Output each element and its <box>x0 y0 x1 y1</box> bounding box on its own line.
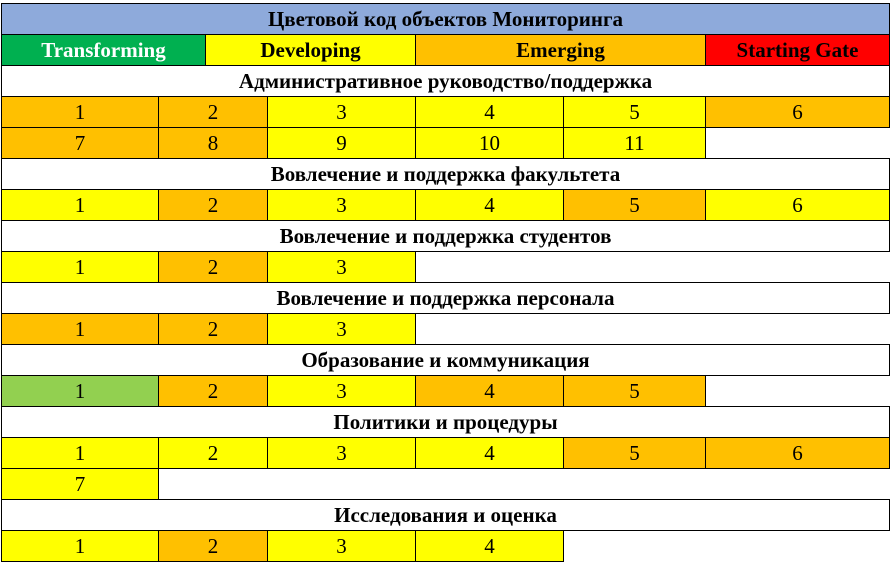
legend-starting-gate: Starting Gate <box>705 34 890 66</box>
objective-cell: 4 <box>415 189 564 221</box>
objective-cell: 2 <box>158 530 268 562</box>
objective-cell: 3 <box>267 189 416 221</box>
objective-cell: 7 <box>1 127 159 159</box>
objective-cell: 1 <box>1 189 159 221</box>
objective-cell: 1 <box>1 437 159 469</box>
objective-cell: 5 <box>563 437 706 469</box>
objective-cell: 11 <box>563 127 706 159</box>
objective-cell: 3 <box>267 437 416 469</box>
section-heading: Вовлечение и поддержка факультета <box>1 158 890 190</box>
section-heading: Политики и процедуры <box>1 406 890 438</box>
section-heading: Вовлечение и поддержка студентов <box>1 220 890 252</box>
objective-cell: 2 <box>158 313 268 345</box>
objective-cell: 3 <box>267 530 416 562</box>
objective-cell: 2 <box>158 189 268 221</box>
objective-cell: 2 <box>158 96 268 128</box>
objective-cell: 5 <box>563 375 706 407</box>
objective-cell: 7 <box>1 468 159 500</box>
objective-cell: 1 <box>1 96 159 128</box>
legend-transforming: Transforming <box>1 34 206 66</box>
objective-cell: 1 <box>1 375 159 407</box>
objective-cell: 2 <box>158 375 268 407</box>
objective-cell: 1 <box>1 530 159 562</box>
objective-cell: 6 <box>705 189 890 221</box>
objective-cell: 2 <box>158 437 268 469</box>
objective-cell: 10 <box>415 127 564 159</box>
objective-cell: 5 <box>563 189 706 221</box>
section-heading: Административное руководство/поддержка <box>1 65 890 97</box>
section-heading: Исследования и оценка <box>1 499 890 531</box>
objective-cell: 1 <box>1 251 159 283</box>
objective-cell: 8 <box>158 127 268 159</box>
objective-cell: 6 <box>705 437 890 469</box>
objective-cell: 4 <box>415 375 564 407</box>
objective-cell: 3 <box>267 96 416 128</box>
objective-cell: 3 <box>267 375 416 407</box>
objective-cell: 4 <box>415 437 564 469</box>
section-heading: Вовлечение и поддержка персонала <box>1 282 890 314</box>
objective-cell: 2 <box>158 251 268 283</box>
objective-cell: 9 <box>267 127 416 159</box>
objective-cell: 3 <box>267 313 416 345</box>
objective-cell: 1 <box>1 313 159 345</box>
legend-emerging: Emerging <box>415 34 706 66</box>
section-heading: Образование и коммуникация <box>1 344 890 376</box>
objective-cell: 4 <box>415 96 564 128</box>
table-title: Цветовой код объектов Мониторинга <box>1 3 890 35</box>
legend-developing: Developing <box>205 34 416 66</box>
objective-cell: 5 <box>563 96 706 128</box>
objective-cell: 3 <box>267 251 416 283</box>
objective-cell: 4 <box>415 530 564 562</box>
objective-cell: 6 <box>705 96 890 128</box>
